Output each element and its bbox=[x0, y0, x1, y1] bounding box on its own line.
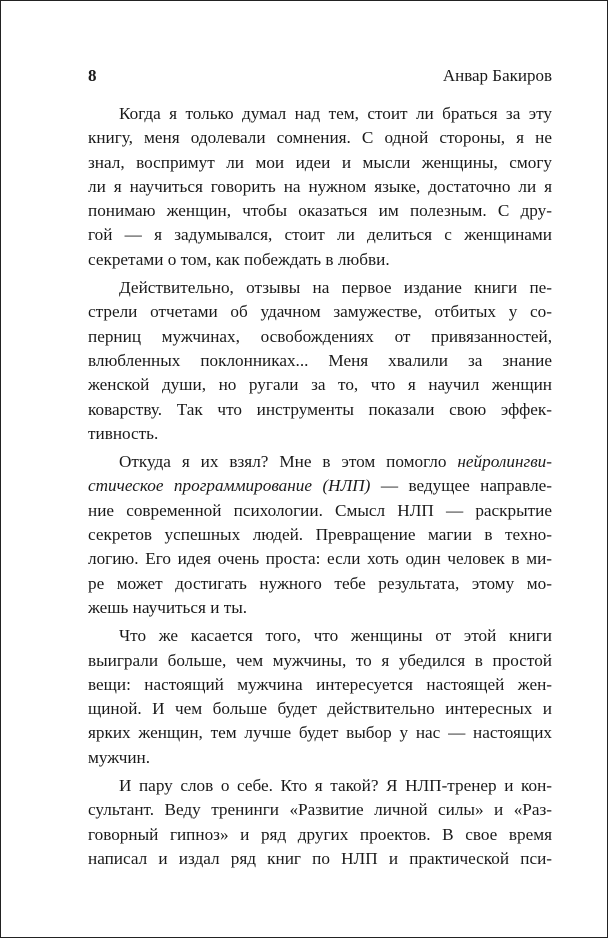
italic-term: нейролингви- bbox=[457, 452, 552, 472]
text-line: мужчин. bbox=[88, 747, 151, 767]
text-line: книгу, меня одолевали сомнения. С одной стороны, я не bbox=[88, 128, 552, 148]
text-line: написал и издал ряд книг по НЛП и практической пси- bbox=[88, 848, 552, 868]
text-line: Действительно, отзывы на первое издание книги пе- bbox=[119, 278, 552, 298]
text-line: женской души, но ругали за то, что я научил женщин bbox=[88, 375, 552, 395]
running-header bbox=[88, 66, 552, 88]
paragraph-3 bbox=[88, 450, 552, 620]
text-line bbox=[88, 450, 552, 474]
body-text bbox=[88, 102, 552, 875]
text-line: жешь научиться и ты. bbox=[88, 597, 248, 617]
text-line: знал, воспримут ли мои идеи и мысли женщины, смогу bbox=[88, 152, 552, 172]
text-line: влюбленных поклонниках... Меня хвалили за знание bbox=[88, 350, 552, 370]
text-line bbox=[88, 474, 552, 498]
text-line: сультант. Веду тренинги «Развитие личной силы» и «Раз- bbox=[88, 800, 552, 820]
text-line: секретов успешных людей. Превращение магии в техно- bbox=[88, 525, 552, 545]
text-line: выиграли больше, чем мужчины, то я убедился в простой bbox=[88, 650, 552, 670]
text-line: ре может достигать нужного тебе результата, этому мо- bbox=[88, 573, 552, 593]
text-run: — ведущее направле- bbox=[370, 476, 552, 496]
text-line: секретами о том, как побеждать в любви. bbox=[88, 249, 390, 269]
text-line: логию. Его идея очень проста: если хоть один человек в ми- bbox=[88, 549, 552, 569]
paragraph-5 bbox=[88, 774, 552, 871]
text-line: понимаю женщин, чтобы оказаться им полезным. С дру- bbox=[88, 201, 552, 221]
text-line: ние современной психологии. Смысл НЛП — раскрытие bbox=[88, 500, 552, 520]
text-line: щиной. И чем больше будет действительно интересных и bbox=[88, 699, 552, 719]
text-line: ли я научиться говорить на нужном языке, достаточно ли я bbox=[88, 176, 552, 196]
text-line: перниц мужчинах, освобождениях от привязанностей, bbox=[88, 326, 552, 346]
paragraph-1 bbox=[88, 102, 552, 272]
paragraph-2 bbox=[88, 276, 552, 446]
text-line: коварству. Так что инструменты показали свою эффек- bbox=[88, 399, 552, 419]
page-number: 8 bbox=[88, 66, 97, 85]
text-line: стрели отчетами об удачном замужестве, отбитых у со- bbox=[88, 302, 552, 322]
text-line: тивность. bbox=[88, 423, 159, 443]
paragraph-4 bbox=[88, 624, 552, 770]
author-name: Анвар Бакиров bbox=[442, 66, 552, 85]
text-line: говорный гипноз» и ряд других проектов. В свое время bbox=[88, 824, 552, 844]
italic-term: стическое программирование (НЛП) bbox=[88, 476, 371, 496]
text-line: ярких женщин, тем лучше будет выбор у нас — настоящих bbox=[88, 723, 552, 743]
text-line: И пару слов о себе. Кто я такой? Я НЛП-тренер и кон- bbox=[119, 776, 552, 796]
text-line: Когда я только думал над тем, стоит ли браться за эту bbox=[119, 104, 552, 123]
text-line: вещи: настоящий мужчина интересуется настоящей жен- bbox=[88, 674, 552, 694]
text-line: Что же касается того, что женщины от этой книги bbox=[119, 626, 552, 646]
text-line: гой — я задумывался, стоит ли делиться с женщинами bbox=[88, 225, 552, 245]
text-run: Откуда я их взял? Мне в этом помогло bbox=[119, 452, 458, 472]
